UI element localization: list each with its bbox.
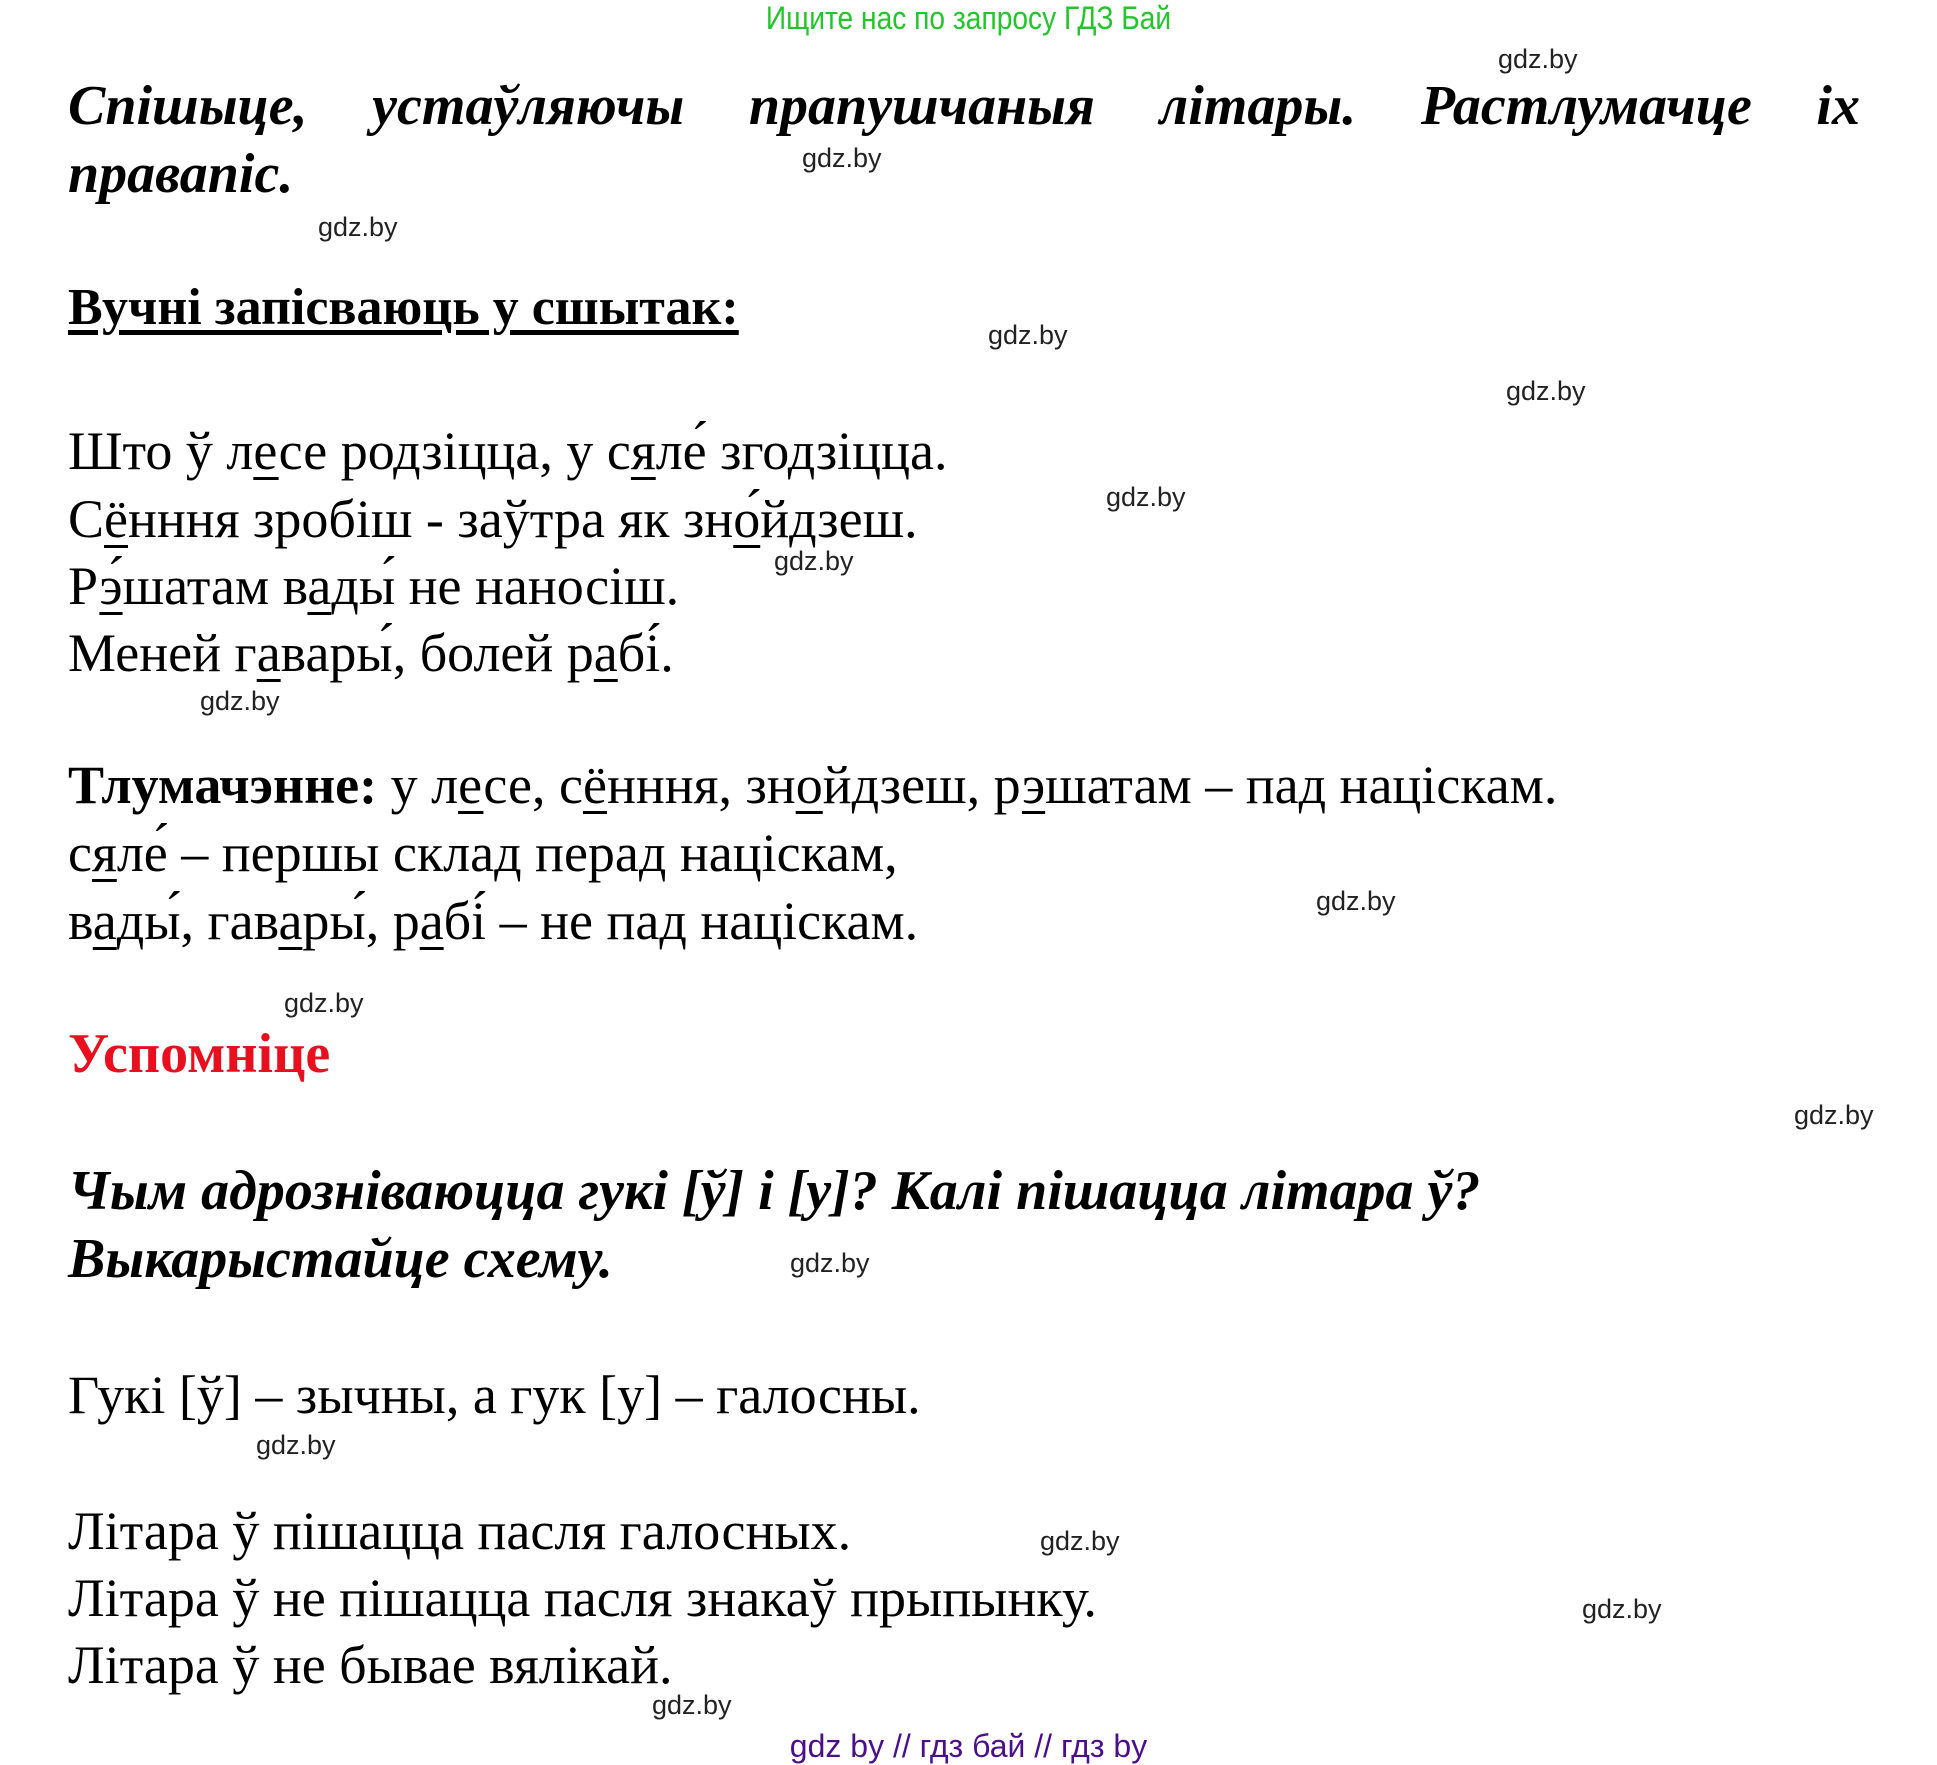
question-line-1: Чым адрозніваюцца гукі [ў] і [у]? Калі пішацца літара ў?: [68, 1160, 1481, 1222]
proverb-line-2: Сённня зробіш - заўтра як зно́йдзеш.: [68, 489, 918, 549]
task-title-line-1: Спішыце, устаўляючы прапушчаныя літары. Растлумачце іх: [68, 75, 1860, 137]
watermark: gdz.by: [1498, 44, 1578, 74]
answer-sounds: Гукі [ў] – зычны, а гук [у] – галосны.: [68, 1365, 921, 1425]
watermark: gdz.by: [1316, 886, 1396, 916]
search-banner: Ищите нас по запросу ГДЗ Бай: [765, 0, 1172, 36]
inserted-letter: о́: [733, 489, 761, 549]
watermark: gdz.by: [988, 320, 1068, 350]
watermark: gdz.by: [1582, 1594, 1662, 1624]
watermark: gdz.by: [774, 546, 854, 576]
watermark: gdz.by: [652, 1690, 732, 1720]
inserted-letter: я: [630, 421, 656, 481]
watermark: gdz.by: [200, 686, 280, 716]
answer-rule-2: Літара ў не пішацца пасля знакаў прыпынку.: [68, 1568, 1097, 1628]
remember-heading: Успомніце: [68, 1023, 331, 1085]
proverb-line-3: Рэ́шатам вады́ не наносіш.: [68, 556, 680, 616]
watermark: gdz.by: [1040, 1526, 1120, 1556]
watermark: gdz.by: [1794, 1100, 1874, 1130]
inserted-letter: а: [307, 556, 332, 616]
inserted-letter: а: [593, 623, 618, 683]
watermark: gdz.by: [790, 1248, 870, 1278]
question-line-2: Выкарыстайце схему.: [68, 1228, 613, 1290]
answer-rule-3: Літара ў не бывае вялікай.: [68, 1635, 673, 1695]
watermark: gdz.by: [1506, 376, 1586, 406]
inserted-letter: ё: [104, 489, 128, 549]
watermark: gdz.by: [256, 1430, 336, 1460]
inserted-letter: а: [256, 623, 281, 683]
task-title: [68, 72, 1860, 208]
watermark: gdz.by: [802, 143, 882, 173]
watermark: gdz.by: [1106, 482, 1186, 512]
explanation-line-1: Тлумачэнне: у лесе, сённня, знойдзеш, рэшатам – пад націскам.: [68, 755, 1558, 815]
explanation-line-2: сяле́ – першы склад перад націскам,: [68, 823, 898, 883]
proverb-line-1: Што ў лесе родзіцца, у сяле́ згодзіцца.: [68, 421, 948, 481]
watermark: gdz.by: [284, 988, 364, 1018]
task-title-line-2: правапіс.: [68, 143, 294, 205]
proverb-line-4: Меней гавары́, болей рабі́.: [68, 623, 674, 683]
explanation-label: Тлумачэнне:: [68, 755, 378, 815]
inserted-letter: е: [253, 421, 279, 481]
notebook-heading: Вучні запісваюць у сшытак:: [68, 279, 739, 336]
inserted-letter: э́: [99, 556, 123, 616]
watermark: gdz.by: [318, 212, 398, 242]
footer-links: gdz by // гдз бай // гдз by: [789, 1728, 1148, 1764]
explanation-line-3: вады́, гавары́, рабі́ – не пад націскам.: [68, 891, 919, 951]
answer-rule-1: Літара ў пішацца пасля галосных.: [68, 1501, 852, 1561]
